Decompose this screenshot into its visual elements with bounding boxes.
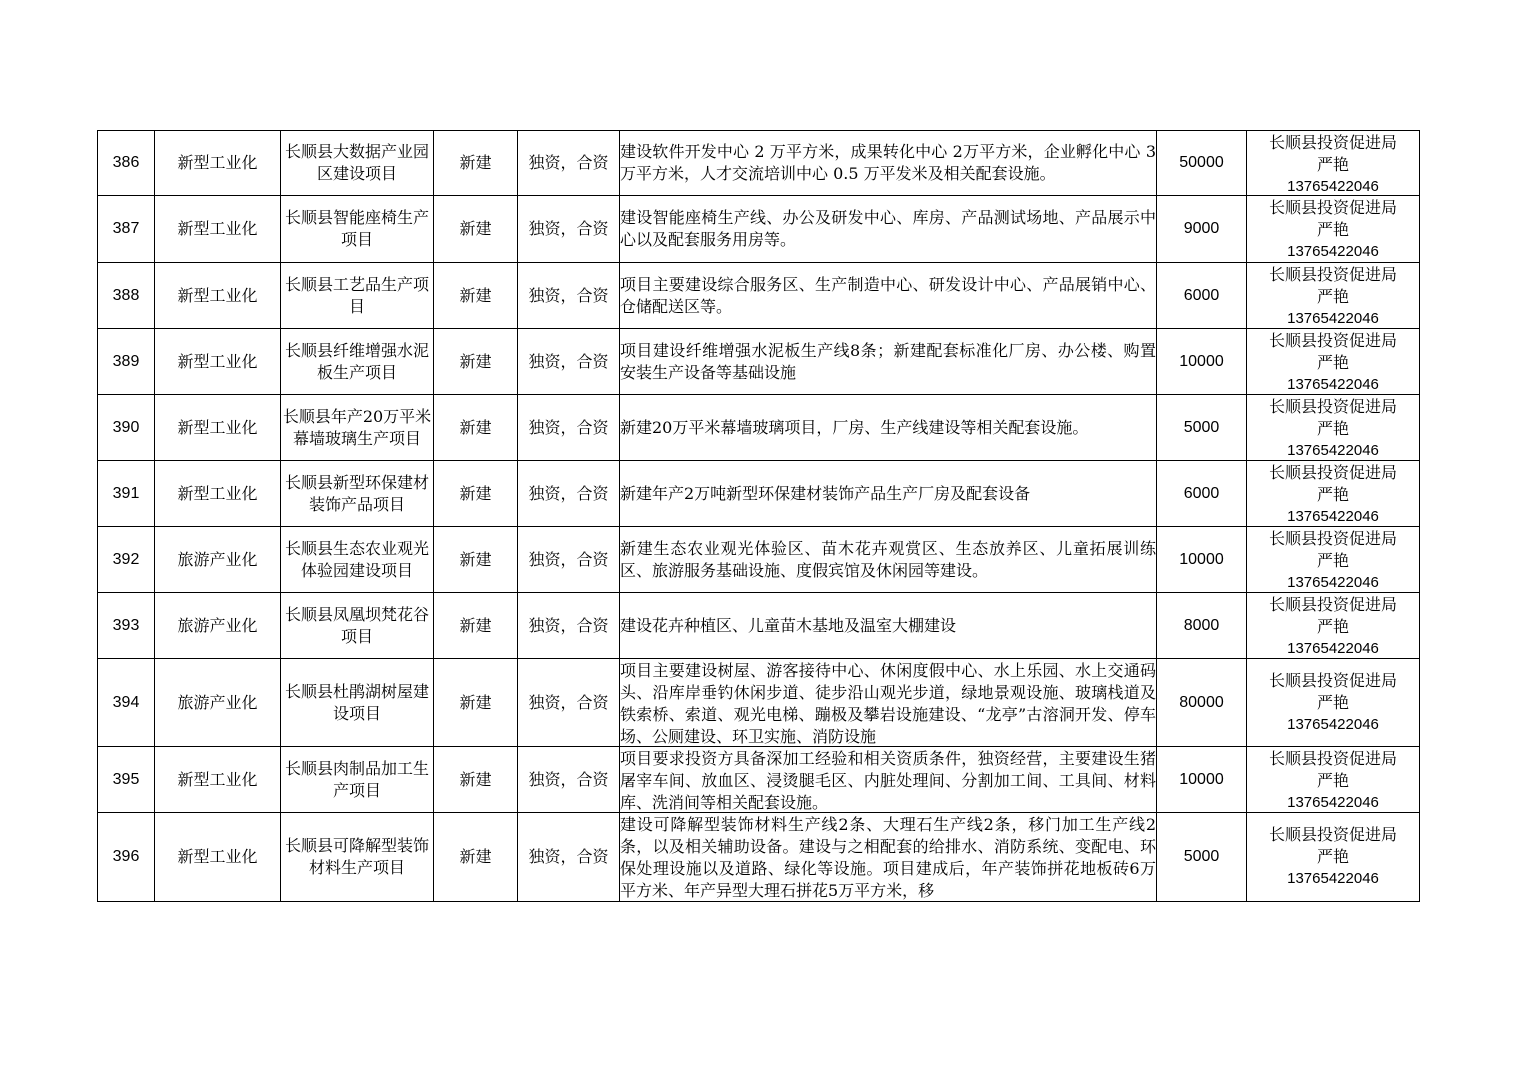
construction-type-cell: 新建 <box>434 329 518 395</box>
cooperation-mode-cell: 独资，合资 <box>518 527 620 593</box>
construction-type-cell: 新建 <box>434 593 518 659</box>
contact-person: 严艳 <box>1316 220 1349 239</box>
project-description: 建设可降解型装饰材料生产线2条、大理石生产线2条，移门加工生产线2条，以及相关辅助设备。建设与之相配套的给排水、消防系统、变配电、环保处理设施以及道路、绿化等设施。项目建成后，年产装饰拼花地板砖6万平方米、年产异型大理石拼花5万平方米，移 <box>620 815 1156 900</box>
contact-cell <box>1247 263 1420 329</box>
contact-cell <box>1247 659 1420 747</box>
contact-cell <box>1247 527 1420 593</box>
project-name-cell <box>281 461 434 527</box>
construction-type-cell: 新建 <box>434 659 518 747</box>
cooperation-mode-cell: 独资，合资 <box>518 659 620 747</box>
contact-person: 严艳 <box>1316 692 1349 712</box>
contact-phone: 13765422046 <box>1287 574 1379 591</box>
project-name-cell <box>281 659 434 747</box>
project-name: 长顺县纤维增强水泥板生产项目 <box>284 340 429 382</box>
project-description: 项目主要建设综合服务区、生产制造中心、研发设计中心、产品展销中心、仓储配送区等。 <box>620 274 1156 316</box>
table-row <box>98 395 1420 461</box>
contact-org: 长顺县投资促进局 <box>1268 529 1397 548</box>
project-name: 长顺县工艺品生产项目 <box>284 274 429 316</box>
description-cell <box>620 813 1157 902</box>
table-row <box>98 131 1420 196</box>
contact-org: 长顺县投资促进局 <box>1268 825 1397 844</box>
contact-phone: 13765422046 <box>1287 310 1379 327</box>
contact-phone: 13765422046 <box>1287 794 1379 811</box>
project-description: 项目建设纤维增强水泥板生产线8条；新建配套标准化厂房、办公楼、购置安装生产设备等基础设施 <box>620 340 1156 382</box>
table-row <box>98 593 1420 659</box>
construction-type-cell: 新建 <box>434 461 518 527</box>
contact-org: 长顺县投资促进局 <box>1268 463 1397 482</box>
project-name: 长顺县肉制品加工生产项目 <box>284 758 429 800</box>
description-cell <box>620 329 1157 395</box>
cooperation-mode-cell: 独资，合资 <box>518 593 620 659</box>
contact-person: 严艳 <box>1316 287 1349 306</box>
construction-type-cell: 新建 <box>434 813 518 902</box>
project-description: 新建20万平米幕墙玻璃项目，厂房、生产线建设等相关配套设施。 <box>620 417 1089 437</box>
row-number: 392 <box>98 527 155 593</box>
project-name: 长顺县杜鹃湖树屋建设项目 <box>284 681 429 723</box>
contact-cell <box>1247 196 1420 263</box>
contact-org: 长顺县投资促进局 <box>1268 670 1397 690</box>
construction-type-cell: 新建 <box>434 196 518 263</box>
table-row <box>98 329 1420 395</box>
investment-cell: 80000 <box>1157 659 1247 747</box>
row-number: 386 <box>98 131 155 196</box>
industry-cell: 新型工业化 <box>155 747 281 813</box>
cooperation-mode-cell: 独资，合资 <box>518 131 620 196</box>
contact-person: 严艳 <box>1316 155 1349 174</box>
project-name-cell <box>281 395 434 461</box>
description-cell <box>620 131 1157 196</box>
industry-cell: 新型工业化 <box>155 131 281 196</box>
contact-org: 长顺县投资促进局 <box>1268 749 1397 768</box>
contact-person: 严艳 <box>1316 485 1349 504</box>
project-description: 建设花卉种植区、儿童苗木基地及温室大棚建设 <box>620 615 957 635</box>
contact-org: 长顺县投资促进局 <box>1268 198 1397 217</box>
project-description: 项目要求投资方具备深加工经验和相关资质条件，独资经营，主要建设生猪屠宰车间、放血区、浸烫腿毛区、内脏处理间、分割加工间、工具间、材料库、洗消间等相关配套设施。 <box>620 749 1156 811</box>
cooperation-mode-cell: 独资，合资 <box>518 813 620 902</box>
project-name-cell <box>281 329 434 395</box>
contact-person: 严艳 <box>1316 617 1349 636</box>
investment-cell: 10000 <box>1157 329 1247 395</box>
project-name: 长顺县新型环保建材装饰产品项目 <box>284 472 429 514</box>
project-table <box>97 130 1420 902</box>
table-row <box>98 196 1420 263</box>
contact-person: 严艳 <box>1316 771 1349 790</box>
cooperation-mode-cell: 独资，合资 <box>518 461 620 527</box>
investment-cell: 50000 <box>1157 131 1247 196</box>
industry-cell: 新型工业化 <box>155 461 281 527</box>
project-description: 新建生态农业观光体验区、苗木花卉观赏区、生态放养区、儿童拓展训练区、旅游服务基础设施、度假宾馆及休闲园等建设。 <box>620 538 1156 580</box>
table-row <box>98 813 1420 902</box>
industry-cell: 旅游产业化 <box>155 593 281 659</box>
investment-cell: 5000 <box>1157 813 1247 902</box>
description-cell <box>620 527 1157 593</box>
description-cell <box>620 395 1157 461</box>
contact-org: 长顺县投资促进局 <box>1268 397 1397 416</box>
table-row <box>98 659 1420 747</box>
cooperation-mode-cell: 独资，合资 <box>518 329 620 395</box>
row-number: 393 <box>98 593 155 659</box>
project-name-cell <box>281 131 434 196</box>
project-name-cell <box>281 263 434 329</box>
investment-cell: 6000 <box>1157 461 1247 527</box>
project-name-cell <box>281 196 434 263</box>
project-name: 长顺县年产20万平米幕墙玻璃生产项目 <box>282 406 432 448</box>
contact-phone: 13765422046 <box>1287 640 1379 657</box>
industry-cell: 新型工业化 <box>155 263 281 329</box>
contact-org: 长顺县投资促进局 <box>1268 265 1397 284</box>
row-number: 388 <box>98 263 155 329</box>
contact-phone: 13765422046 <box>1287 508 1379 525</box>
industry-cell: 新型工业化 <box>155 813 281 902</box>
contact-org: 长顺县投资促进局 <box>1268 595 1397 614</box>
contact-cell <box>1247 395 1420 461</box>
contact-phone: 13765422046 <box>1287 442 1379 459</box>
table-row <box>98 747 1420 813</box>
construction-type-cell: 新建 <box>434 395 518 461</box>
project-description: 建设软件开发中心 2 万平方米，成果转化中心 2万平方米，企业孵化中心 3 万平方米，人才交流培训中心 0.5 万平发米及相关配套设施。 <box>620 142 1156 183</box>
cooperation-mode-cell: 独资，合资 <box>518 263 620 329</box>
row-number: 391 <box>98 461 155 527</box>
contact-cell <box>1247 131 1420 196</box>
project-name: 长顺县智能座椅生产项目 <box>284 208 429 249</box>
project-name-cell <box>281 813 434 902</box>
contact-person: 严艳 <box>1316 847 1349 866</box>
project-name: 长顺县生态农业观光体验园建设项目 <box>284 538 429 580</box>
cooperation-mode-cell: 独资，合资 <box>518 395 620 461</box>
row-number: 387 <box>98 196 155 263</box>
table-row <box>98 527 1420 593</box>
investment-cell: 6000 <box>1157 263 1247 329</box>
industry-cell: 旅游产业化 <box>155 527 281 593</box>
contact-person: 严艳 <box>1316 551 1349 570</box>
cooperation-mode-cell: 独资，合资 <box>518 747 620 813</box>
table-row <box>98 263 1420 329</box>
row-number: 390 <box>98 395 155 461</box>
investment-cell: 10000 <box>1157 527 1247 593</box>
description-cell <box>620 593 1157 659</box>
industry-cell: 新型工业化 <box>155 329 281 395</box>
construction-type-cell: 新建 <box>434 747 518 813</box>
row-number: 389 <box>98 329 155 395</box>
contact-phone: 13765422046 <box>1287 178 1379 194</box>
description-cell <box>620 747 1157 813</box>
description-cell <box>620 461 1157 527</box>
table-body <box>98 131 1420 902</box>
contact-phone: 13765422046 <box>1287 243 1379 260</box>
description-cell <box>620 196 1157 263</box>
description-cell <box>620 659 1157 747</box>
construction-type-cell: 新建 <box>434 527 518 593</box>
contact-cell <box>1247 593 1420 659</box>
project-name-cell <box>281 527 434 593</box>
project-name: 长顺县可降解型装饰材料生产项目 <box>284 836 429 877</box>
contact-person: 严艳 <box>1316 419 1349 438</box>
industry-cell: 旅游产业化 <box>155 659 281 747</box>
contact-cell <box>1247 329 1420 395</box>
contact-org: 长顺县投资促进局 <box>1268 133 1397 152</box>
contact-phone: 13765422046 <box>1287 715 1379 733</box>
industry-cell: 新型工业化 <box>155 395 281 461</box>
row-number: 394 <box>98 659 155 747</box>
contact-phone: 13765422046 <box>1287 376 1379 393</box>
investment-cell: 8000 <box>1157 593 1247 659</box>
cooperation-mode-cell: 独资，合资 <box>518 196 620 263</box>
project-name-cell <box>281 747 434 813</box>
contact-org: 长顺县投资促进局 <box>1268 331 1397 350</box>
row-number: 396 <box>98 813 155 902</box>
contact-cell <box>1247 747 1420 813</box>
industry-cell: 新型工业化 <box>155 196 281 263</box>
contact-phone: 13765422046 <box>1287 870 1379 887</box>
project-description: 建设智能座椅生产线、办公及研发中心、库房、产品测试场地、产品展示中心以及配套服务用房等。 <box>620 208 1156 249</box>
project-name: 长顺县凤凰坝梵花谷项目 <box>284 604 429 646</box>
construction-type-cell: 新建 <box>434 263 518 329</box>
project-description: 项目主要建设树屋、游客接待中心、休闲度假中心、水上乐园、水上交通码头、沿库岸垂钓休闲步道、徒步沿山观光步道，绿地景观设施、玻璃栈道及铁索桥、索道、观光电梯、蹦极及攀岩设施建设、“龙亭”古溶洞开发、停车场、公厕建设、环卫实施、消防设施 <box>620 661 1156 745</box>
row-number: 395 <box>98 747 155 813</box>
investment-cell: 5000 <box>1157 395 1247 461</box>
project-name: 长顺县大数据产业园区建设项目 <box>284 142 429 183</box>
description-cell <box>620 263 1157 329</box>
investment-cell: 10000 <box>1157 747 1247 813</box>
project-description: 新建年产2万吨新型环保建材装饰产品生产厂房及配套设备 <box>620 483 1031 503</box>
contact-person: 严艳 <box>1316 353 1349 372</box>
project-name-cell <box>281 593 434 659</box>
construction-type-cell: 新建 <box>434 131 518 196</box>
contact-cell <box>1247 813 1420 902</box>
contact-cell <box>1247 461 1420 527</box>
table-row <box>98 461 1420 527</box>
investment-cell: 9000 <box>1157 196 1247 263</box>
